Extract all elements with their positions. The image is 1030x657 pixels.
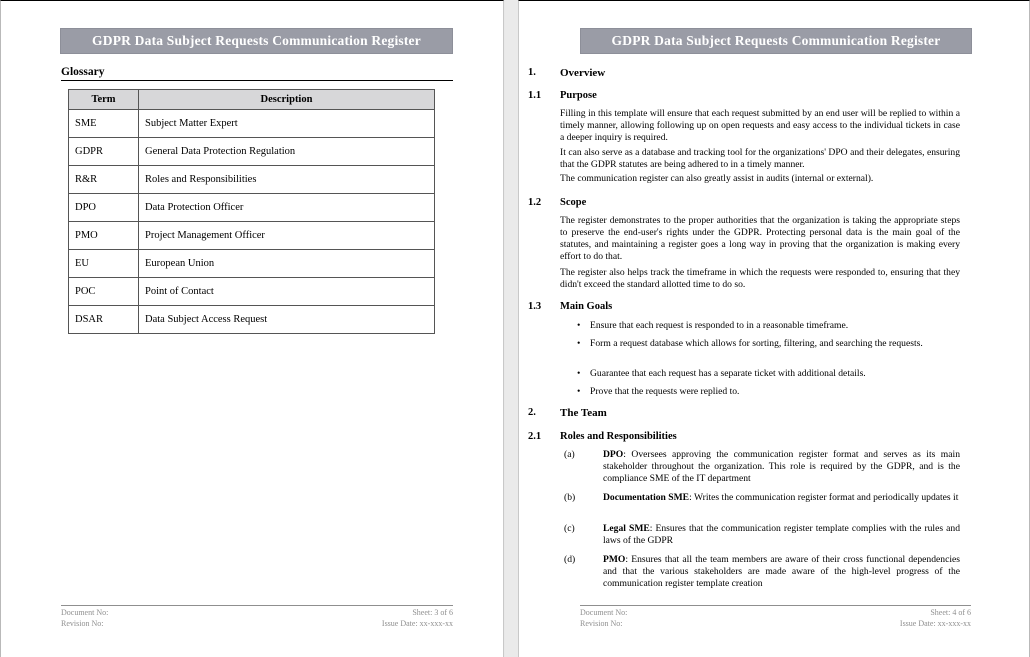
- cell-description: Subject Matter Expert: [139, 110, 435, 138]
- table-row: [69, 166, 435, 194]
- list-item-marker: (c): [564, 523, 575, 534]
- list-item-label: [603, 523, 960, 547]
- section-title: Main Goals: [560, 301, 613, 312]
- footer-revision-no: Revision No:: [580, 618, 623, 628]
- list-item: [564, 492, 960, 504]
- list-item-label: Guarantee that each request has a separate ticket with additional details.: [590, 368, 866, 379]
- cell-term: GDPR: [69, 138, 139, 166]
- cell-description: General Data Protection Regulation: [139, 138, 435, 166]
- cell-term: DPO: [69, 194, 139, 222]
- cell-term: DSAR: [69, 306, 139, 334]
- list-item: [564, 554, 960, 590]
- list-item-marker: (d): [564, 554, 576, 565]
- glossary-heading: Glossary: [61, 66, 453, 81]
- paragraph-purpose-1: Filling in this template will ensure that each request submitted by an end user will be replied to within a timely manner, allowing following up on open requests and easy access to the individual tickets in case a deeper inquiry is required.: [560, 108, 960, 144]
- list-item: [577, 338, 960, 350]
- cell-term: R&R: [69, 166, 139, 194]
- table-row: [69, 194, 435, 222]
- role-name: PMO: [603, 554, 626, 565]
- role-name: Documentation SME: [603, 492, 690, 503]
- section-title: The Team: [560, 407, 607, 419]
- table-row: [69, 138, 435, 166]
- list-item: [577, 368, 960, 380]
- section-title: Overview: [560, 67, 606, 79]
- paragraph-purpose-2: It can also serve as a database and tracking tool for the organizations' DPO and their delegates, ensuring that the GDPR statutes are being adhered to in a timely manner.: [560, 147, 960, 171]
- paragraph-purpose-3: The communication register can also greatly assist in audits (internal or external).: [560, 173, 874, 184]
- role-name: DPO: [603, 449, 624, 460]
- column-header-term: Term: [69, 90, 139, 110]
- cell-description: Data Subject Access Request: [139, 306, 435, 334]
- role-description: : Ensures that the communication register template complies with the rules and laws of the GDPR: [603, 523, 961, 547]
- bullet-icon: •: [577, 338, 581, 349]
- page-sheet-4: [518, 0, 1030, 657]
- cell-term: EU: [69, 250, 139, 278]
- footer-sheet-number: Sheet: 4 of 6: [930, 608, 971, 617]
- list-item: [577, 386, 960, 398]
- list-item-label: [603, 492, 960, 504]
- cell-term: SME: [69, 110, 139, 138]
- list-item-label: Prove that the requests were replied to.: [590, 386, 740, 397]
- role-description: : Writes the communication register format and periodically updates it: [689, 492, 959, 503]
- role-name: Legal SME: [603, 523, 650, 534]
- glossary-table: [68, 89, 435, 334]
- footer-sheet-number: Sheet: 3 of 6: [412, 608, 453, 617]
- cell-description: Roles and Responsibilities: [139, 166, 435, 194]
- list-item: [564, 449, 960, 485]
- list-item: [577, 320, 960, 332]
- cell-description: Point of Contact: [139, 278, 435, 306]
- page-title-banner: GDPR Data Subject Requests Communication Register: [60, 28, 453, 54]
- cell-description: Project Management Officer: [139, 222, 435, 250]
- section-title: Purpose: [560, 90, 597, 101]
- table-header-row: [69, 90, 435, 110]
- list-item-label: [603, 554, 960, 590]
- cell-term: POC: [69, 278, 139, 306]
- bullet-icon: •: [577, 320, 581, 331]
- footer-issue-date: Issue Date: xx-xxx-xx: [381, 618, 453, 628]
- page-footer: [580, 605, 971, 631]
- table-row: [69, 110, 435, 138]
- role-description: : Oversees approving the communication register format and serves as its main stakeholder throughout the organization. This role is required by the GDPR, and is the compliance SME of the IT department: [603, 449, 960, 485]
- list-item-marker: (a): [564, 449, 575, 460]
- bullet-icon: •: [577, 386, 581, 397]
- list-item: [564, 523, 960, 547]
- paragraph-scope-1: The register demonstrates to the proper authorities that the organization is taking the appropriate steps to preserve the end-user's rights under the GDPR. Protecting personal data is the main goal of the statutes, and maintaining a register goes a long way in proving that the organization is making every effort to do that.: [560, 215, 960, 263]
- section-title: Roles and Responsibilities: [560, 431, 677, 442]
- document-body: [519, 63, 1030, 593]
- footer-document-no: Document No:: [580, 608, 628, 617]
- footer-revision-no: Revision No:: [61, 618, 104, 628]
- page-sheet-3: [0, 0, 504, 657]
- section-number: 1.1: [528, 90, 542, 101]
- cell-term: PMO: [69, 222, 139, 250]
- list-item-label: [603, 449, 960, 485]
- list-item-label: Form a request database which allows for sorting, filtering, and searching the requests.: [590, 338, 923, 349]
- section-title: Scope: [560, 197, 587, 208]
- list-item-marker: (b): [564, 492, 576, 503]
- cell-description: Data Protection Officer: [139, 194, 435, 222]
- role-description: : Ensures that all the team members are aware of their cross functional dependencies and that the various stakeholders are made aware of the high-level progress of the communication register template creation: [603, 554, 960, 590]
- column-header-description: Description: [139, 90, 435, 110]
- section-number: 1.2: [528, 197, 542, 208]
- table-row: [69, 222, 435, 250]
- section-number: 2.: [528, 407, 536, 418]
- footer-issue-date: Issue Date: xx-xxx-xx: [899, 618, 971, 628]
- paragraph-scope-2: The register also helps track the timeframe in which the requests were responded to, ensuring that they didn't exceed the standard allotted time to do so.: [560, 267, 960, 291]
- cell-description: European Union: [139, 250, 435, 278]
- footer-document-no: Document No:: [61, 608, 109, 617]
- table-row: [69, 306, 435, 334]
- table-row: [69, 250, 435, 278]
- section-number: 1.: [528, 67, 536, 78]
- table-row: [69, 278, 435, 306]
- page-title-banner: GDPR Data Subject Requests Communication Register: [580, 28, 972, 54]
- page-footer: [61, 605, 453, 631]
- bullet-icon: •: [577, 368, 581, 379]
- list-item-label: Ensure that each request is responded to in a reasonable timeframe.: [590, 320, 849, 331]
- section-number: 2.1: [528, 431, 542, 442]
- page-gutter: [505, 0, 518, 657]
- section-number: 1.3: [528, 301, 542, 312]
